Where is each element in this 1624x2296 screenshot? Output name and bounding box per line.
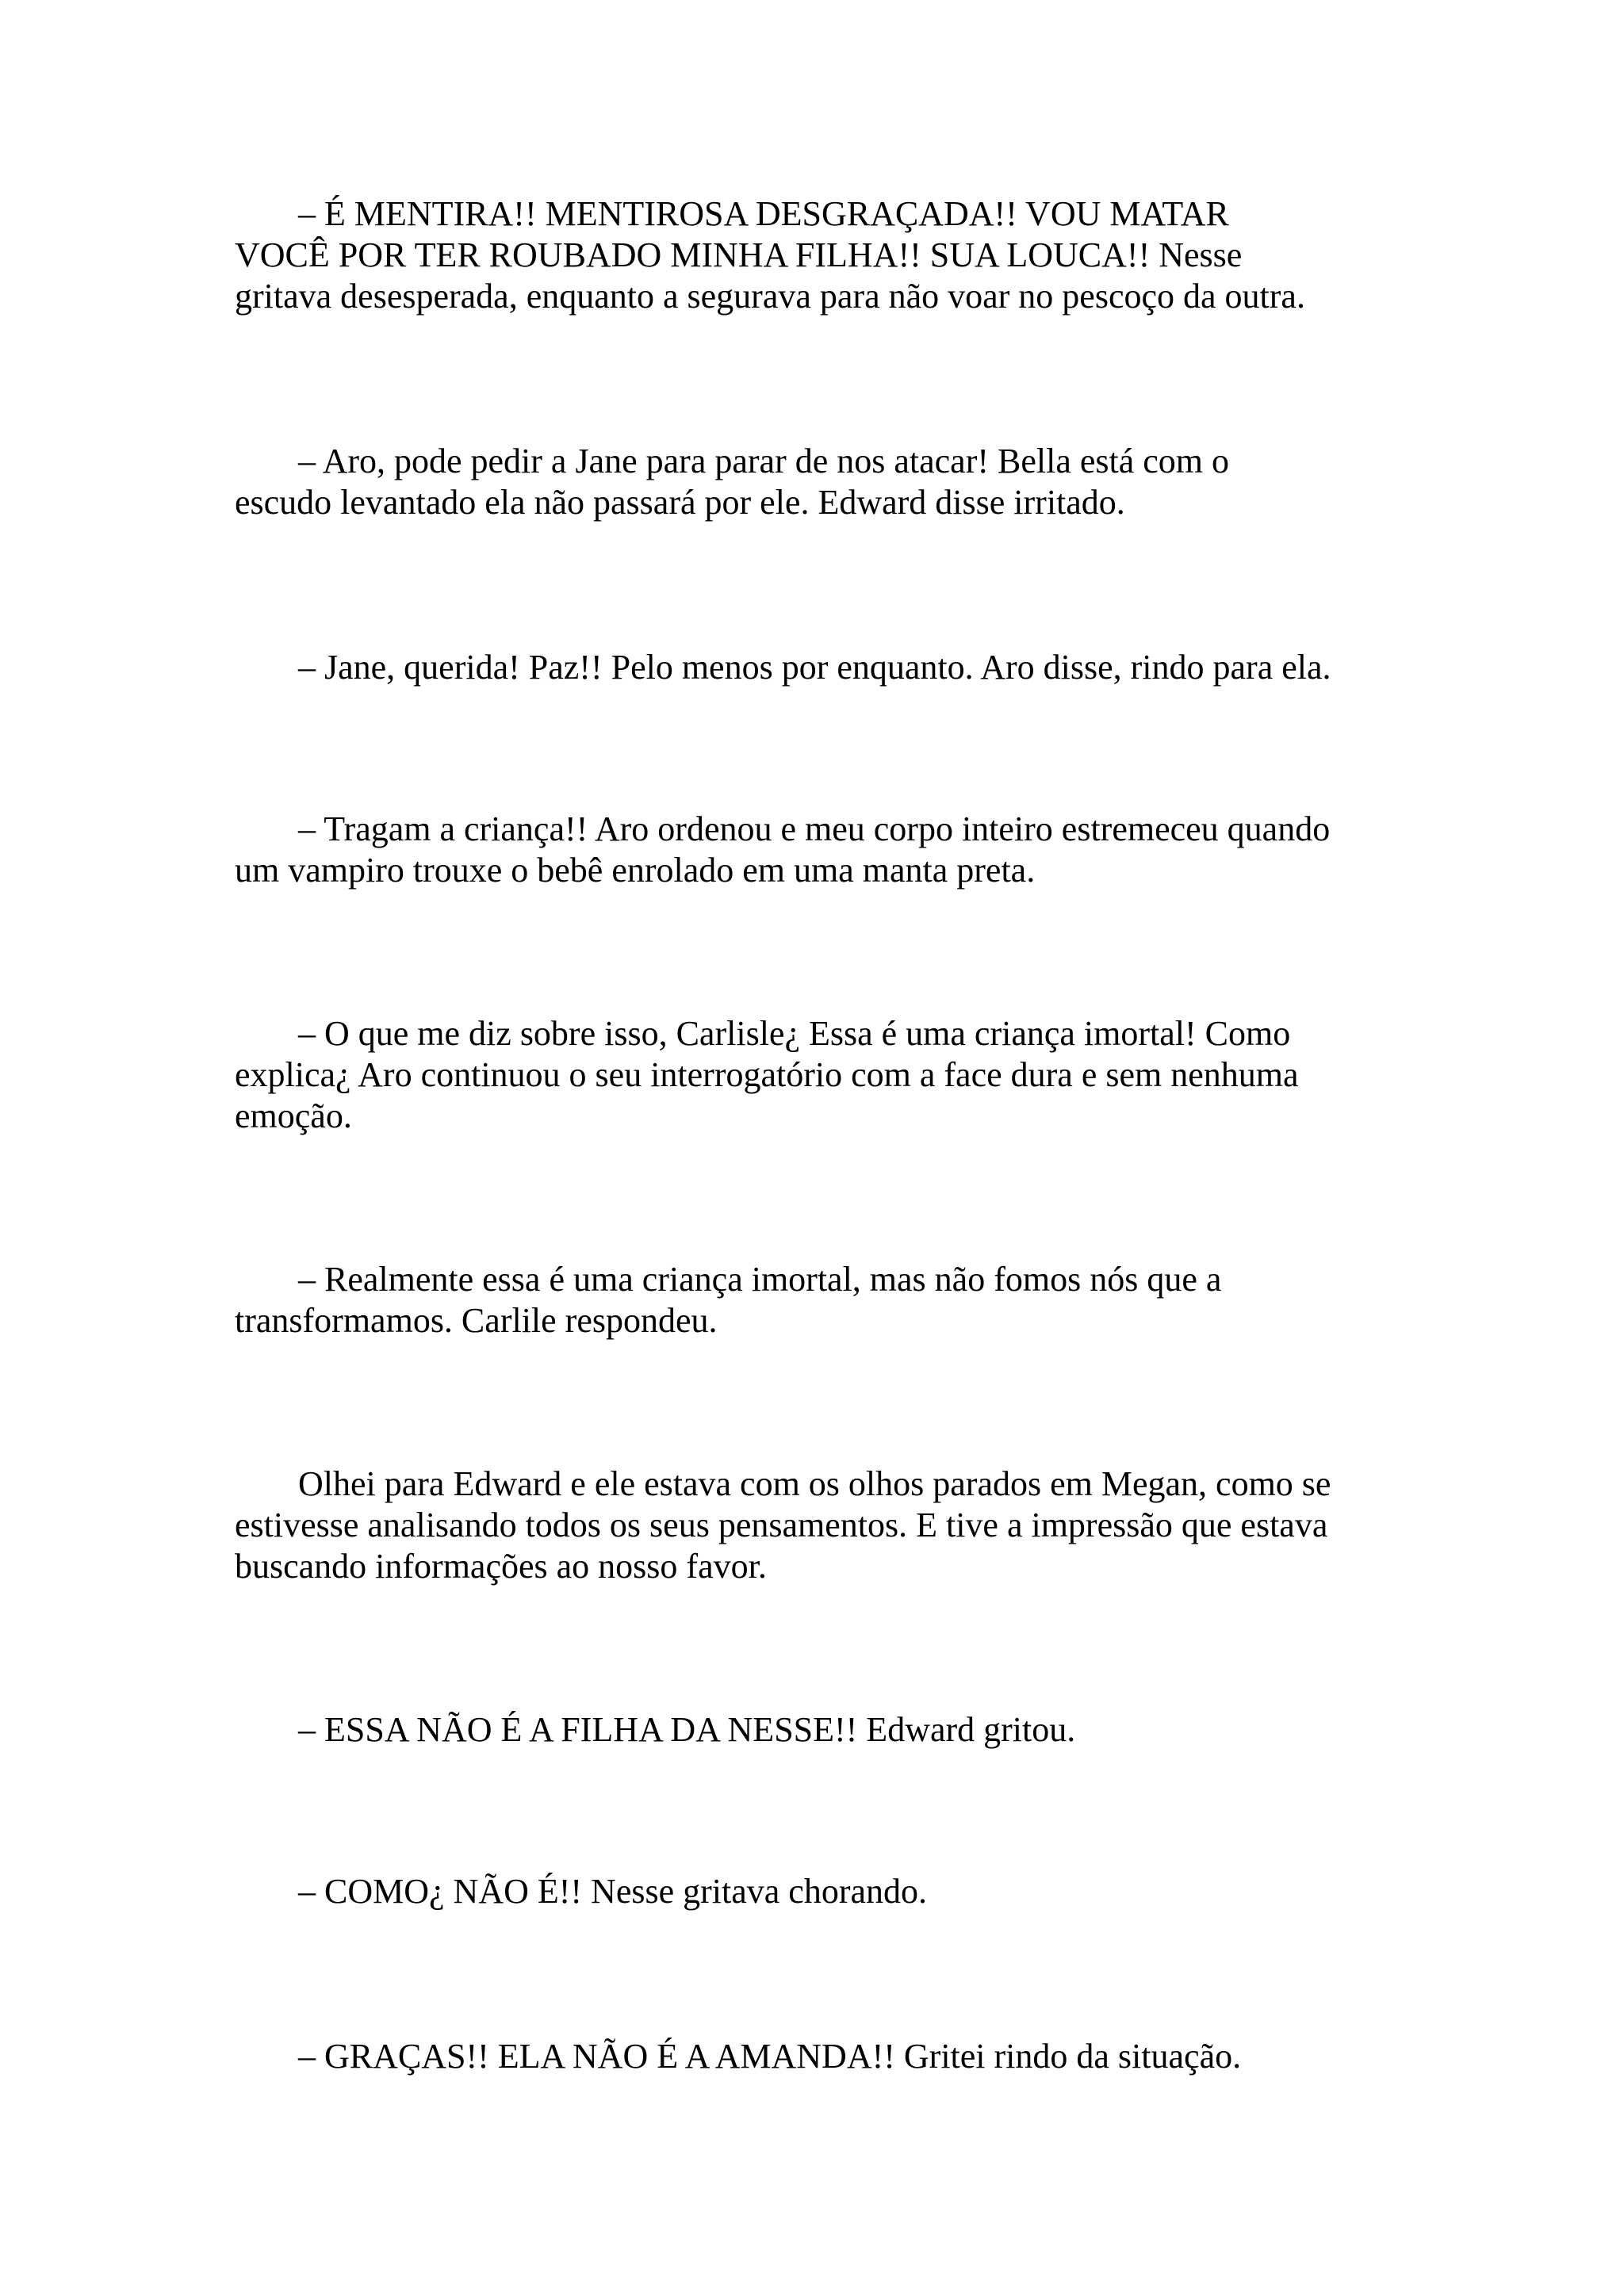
paragraph-5 [235,1013,1400,1137]
paragraph-3 [235,647,1400,688]
text-line: – COMO¿ NÃO É!! Nesse gritava chorando. [298,1872,928,1911]
paragraph-8 [235,1709,1400,1751]
text-line: – O que me diz sobre isso, Carlisle¿ Essa é uma criança imortal! Como [298,1014,1291,1053]
paragraph-2 [235,441,1400,523]
text-line: transformamos. Carlile respondeu. [235,1301,718,1340]
paragraph-7 [235,1464,1400,1587]
paragraph-4 [235,809,1400,891]
text-line: – ESSA NÃO É A FILHA DA NESSE!! Edward gritou. [298,1710,1076,1749]
text-line: – Tragam a criança!! Aro ordenou e meu corpo inteiro estremeceu quando [298,809,1331,848]
text-line: – GRAÇAS!! ELA NÃO É A AMANDA!! Gritei rindo da situação. [298,2037,1242,2076]
text-line: escudo levantado ela não passará por ele. Edward disse irritado. [235,483,1125,522]
text-line: – Aro, pode pedir a Jane para parar de nos atacar! Bella está com o [298,442,1230,480]
paragraph-6 [235,1259,1400,1341]
text-line: VOCÊ POR TER ROUBADO MINHA FILHA!! SUA LOUCA!! Nesse [235,235,1243,274]
text-line: Olhei para Edward e ele estava com os olhos parados em Megan, como se [298,1464,1331,1503]
paragraph-1 [235,193,1400,317]
text-line: – É MENTIRA!! MENTIROSA DESGRAÇADA!! VOU MATAR [298,194,1229,233]
text-line: emoção. [235,1096,352,1135]
text-line: um vampiro trouxe o bebê enrolado em uma manta preta. [235,851,1036,890]
paragraph-9 [235,1871,1400,1912]
text-line: estivesse analisando todos os seus pensamentos. E tive a impressão que estava [235,1506,1328,1544]
text-line: gritava desesperada, enquanto a segurava para não voar no pescoço da outra. [235,277,1305,316]
text-line: – Realmente essa é uma criança imortal, mas não fomos nós que a [298,1260,1222,1299]
text-line: – Jane, querida! Paz!! Pelo menos por enquanto. Aro disse, rindo para ela. [298,648,1331,687]
paragraph-10 [235,2036,1400,2077]
text-line: explica¿ Aro continuou o seu interrogatório com a face dura e sem nenhuma [235,1055,1299,1094]
text-line: buscando informações ao nosso favor. [235,1547,767,1586]
